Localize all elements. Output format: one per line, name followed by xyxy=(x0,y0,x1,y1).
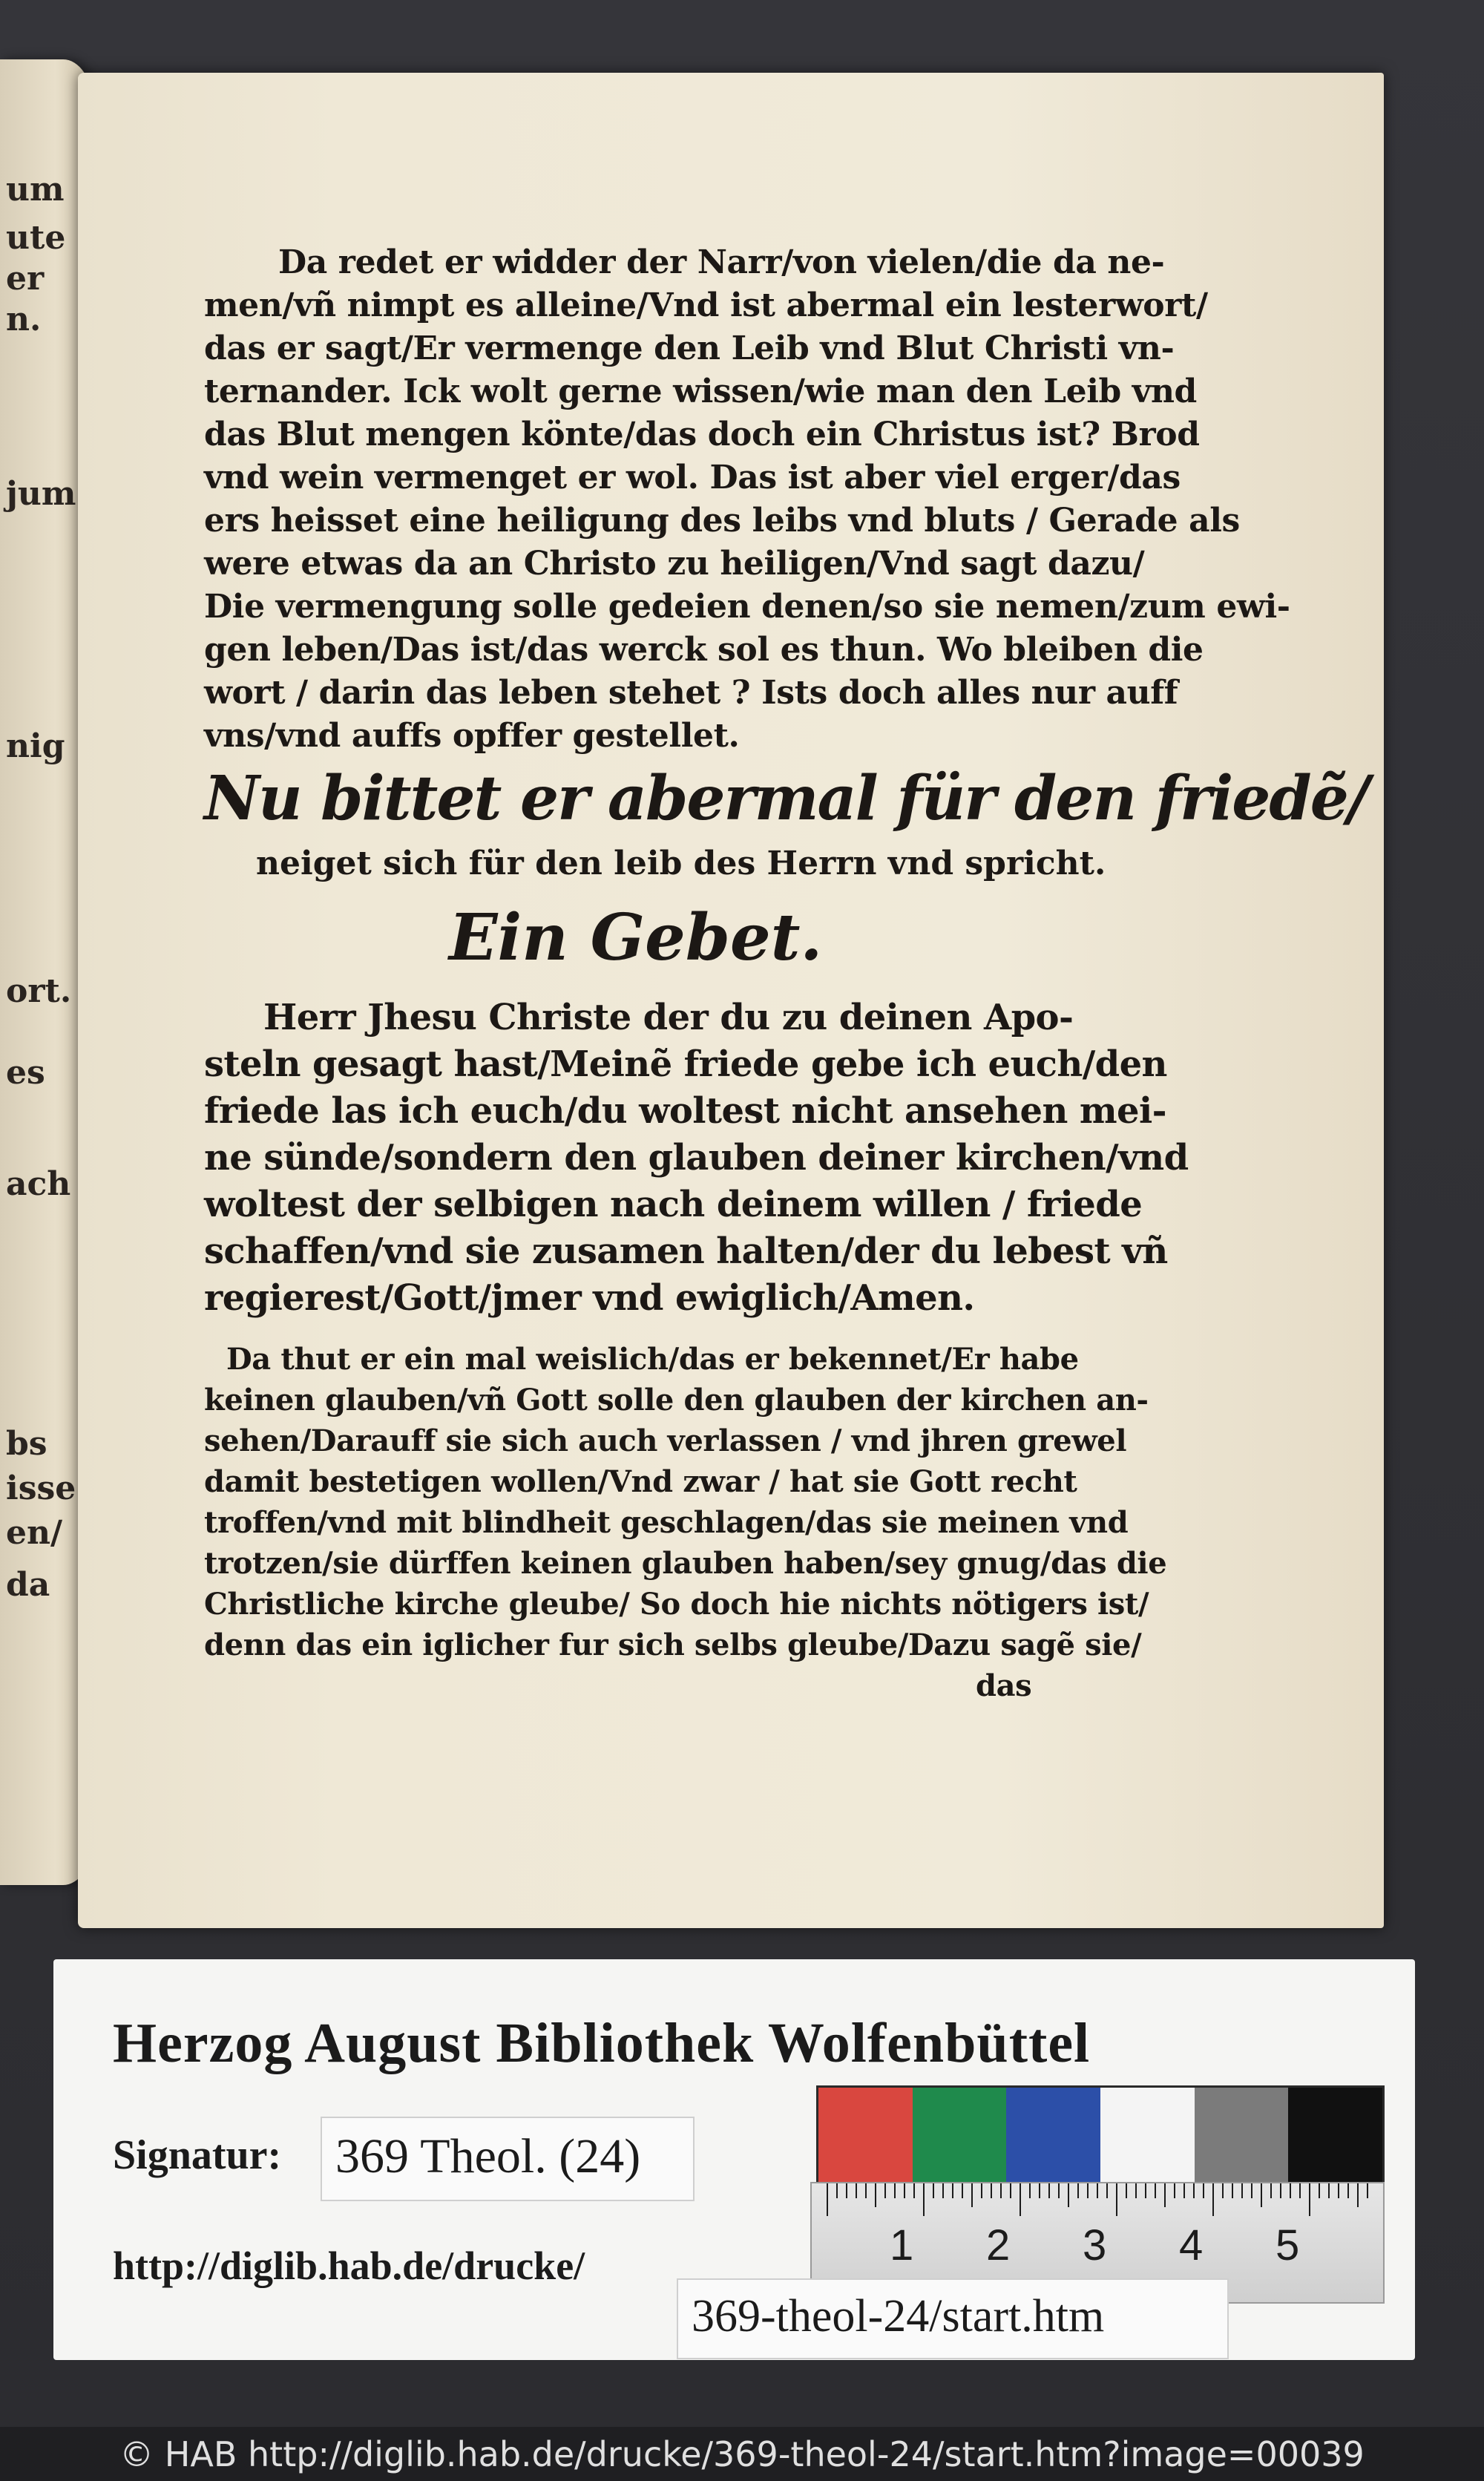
ruler-tick xyxy=(1347,2183,1349,2198)
ruler-tick xyxy=(1155,2183,1156,2198)
copyright-footer xyxy=(0,2427,1484,2481)
left-page-fragment: um xyxy=(6,171,65,209)
paragraph1-line: were etwas da an Christo zu heiligen/Vnd sagt dazu/ xyxy=(204,545,1145,583)
paragraph2-line: damit bestetigen wollen/Vnd zwar / hat sie Gott recht xyxy=(204,1464,1077,1499)
paragraph1-line: ers heisset eine heiligung des leibs vnd bluts / Gerade als xyxy=(204,502,1240,540)
prayer-heading: Ein Gebet. xyxy=(449,900,823,975)
ruler-tick xyxy=(981,2183,982,2198)
color-swatch-gray xyxy=(1195,2088,1289,2184)
left-page-fragment: er xyxy=(6,260,45,298)
ruler-tick xyxy=(1203,2183,1204,2198)
ruler-tick xyxy=(1058,2183,1060,2198)
left-page-fragment: isse xyxy=(6,1469,76,1507)
ruler-number: 4 xyxy=(1179,2221,1204,2269)
copyright-text: © HAB http://diglib.hab.de/drucke/369-theol-24/start.htm?image=00039 xyxy=(119,2434,1365,2474)
section-subheading: neiget sich für den leib des Herrn vnd spricht. xyxy=(256,845,1106,882)
color-swatch-red xyxy=(818,2088,913,2184)
ruler-tick xyxy=(1029,2183,1031,2198)
paragraph1-line: das Blut mengen könte/das doch ein Christus ist? Brod xyxy=(204,416,1200,453)
ruler-tick xyxy=(1261,2183,1262,2207)
ruler-tick xyxy=(827,2183,828,2216)
paragraph1-line: men/vñ nimpt es alleine/Vnd ist abermal ein lesterwort/ xyxy=(204,286,1208,324)
ruler-tick xyxy=(904,2183,905,2198)
ruler-tick xyxy=(1135,2183,1137,2198)
ruler-tick xyxy=(1328,2183,1330,2198)
color-swatch-white xyxy=(1100,2088,1195,2184)
ruler-tick xyxy=(1357,2183,1359,2207)
left-page-fragment: jum xyxy=(6,475,76,513)
signatur-label: Signatur: xyxy=(113,2132,282,2178)
catalog-url-part1: http://diglib.hab.de/drucke/ xyxy=(113,2244,585,2288)
ruler-tick xyxy=(942,2183,944,2198)
color-swatch-blue xyxy=(1006,2088,1100,2184)
ruler-tick xyxy=(1126,2183,1127,2198)
paragraph2-line: keinen glauben/vñ Gott solle den glauben der kirchen an- xyxy=(204,1383,1149,1418)
ruler-tick xyxy=(1116,2183,1117,2216)
left-page-fragment: ute xyxy=(6,219,66,257)
ruler-tick xyxy=(1077,2183,1079,2198)
ruler-tick xyxy=(846,2183,847,2198)
prayer-line: woltest der selbigen nach deinem willen / friede xyxy=(204,1184,1143,1225)
left-page-fragment: n. xyxy=(6,301,42,338)
ruler-tick xyxy=(952,2183,953,2198)
prayer-line: steln gesagt hast/Meinẽ friede gebe ich euch/den xyxy=(204,1043,1167,1085)
left-page-fragment: ach xyxy=(6,1165,71,1203)
paragraph2-line: Da thut er ein mal weislich/das er bekennet/Er habe xyxy=(226,1342,1079,1377)
paragraph2-line: denn das ein iglicher fur sich selbs gleube/Dazu sagẽ sie/ xyxy=(204,1628,1142,1662)
left-page-fragment: nig xyxy=(6,727,65,765)
section-heading: Nu bittet er abermal für den friedẽ/ xyxy=(204,763,1368,834)
paragraph2-line: troffen/vnd mit blindheit geschlagen/das sie meinen vnd xyxy=(204,1505,1129,1540)
left-page-fragment: es xyxy=(6,1054,45,1092)
paragraph2-line: Christliche kirche gleube/ So doch hie nichts nötigers ist/ xyxy=(204,1587,1149,1622)
left-page-fragment: da xyxy=(6,1566,50,1604)
ruler-tick xyxy=(1270,2183,1272,2198)
ruler-tick xyxy=(962,2183,963,2198)
ruler-tick xyxy=(913,2183,915,2198)
ruler-tick xyxy=(836,2183,838,2198)
ruler-tick xyxy=(1309,2183,1310,2216)
color-swatch-black xyxy=(1288,2088,1382,2184)
ruler-tick xyxy=(1232,2183,1233,2198)
ruler-tick xyxy=(1338,2183,1339,2198)
ruler-tick xyxy=(1299,2183,1301,2198)
ruler-tick xyxy=(1000,2183,1002,2198)
paragraph1-line: Da redet er widder der Narr/von vielen/die da ne- xyxy=(278,243,1165,281)
color-checker xyxy=(816,2085,1385,2186)
ruler-tick xyxy=(1212,2183,1214,2216)
prayer-line: ne sünde/sondern den glauben deiner kirchen/vnd xyxy=(204,1137,1189,1179)
ruler-tick xyxy=(1251,2183,1252,2198)
ruler-tick xyxy=(1367,2183,1368,2198)
ruler-tick xyxy=(1048,2183,1050,2198)
library-label-card xyxy=(53,1959,1415,2360)
ruler-tick xyxy=(1164,2183,1166,2207)
ruler-tick xyxy=(923,2183,925,2216)
ruler-tick xyxy=(856,2183,857,2198)
ruler-number: 3 xyxy=(1083,2221,1107,2269)
ruler-number: 1 xyxy=(890,2221,914,2269)
ruler-tick xyxy=(1174,2183,1175,2198)
ruler-number: 2 xyxy=(986,2221,1011,2269)
paragraph1-line: wort / darin das leben stehet ? Ists doch alles nur auff xyxy=(204,674,1178,712)
ruler-tick xyxy=(1145,2183,1146,2198)
left-page-fragment: ort. xyxy=(6,972,72,1010)
book-page xyxy=(78,73,1384,1928)
ruler-tick xyxy=(1010,2183,1011,2198)
ruler-tick xyxy=(1290,2183,1291,2198)
paragraph1-line: vnd wein vermenget er wol. Das ist aber viel erger/das xyxy=(204,459,1181,496)
left-page-fragment: bs xyxy=(6,1425,47,1463)
ruler-tick xyxy=(991,2183,992,2198)
ruler-tick xyxy=(1319,2183,1320,2198)
paragraph1-line: gen leben/Das ist/das werck sol es thun. Wo bleiben die xyxy=(204,631,1204,669)
catchword: das xyxy=(976,1668,1032,1703)
paragraph2-line: sehen/Darauff sie sich auch verlassen / vnd jhren grewel xyxy=(204,1423,1127,1458)
ruler-tick xyxy=(884,2183,886,2198)
ruler-tick xyxy=(971,2183,973,2207)
catalog-url-part2: 369-theol-24/start.htm xyxy=(692,2291,1105,2341)
prayer-line: regierest/Gott/jmer vnd ewiglich/Amen. xyxy=(204,1277,975,1319)
ruler-number: 5 xyxy=(1275,2221,1300,2269)
ruler-tick xyxy=(1087,2183,1089,2198)
prayer-line: friede las ich euch/du woltest nicht ansehen mei- xyxy=(204,1090,1166,1132)
ruler-tick xyxy=(865,2183,867,2198)
left-page-fragment: en/ xyxy=(6,1514,63,1552)
ruler-tick xyxy=(1020,2183,1021,2216)
ruler-tick xyxy=(1039,2183,1040,2198)
ruler-tick xyxy=(1068,2183,1069,2207)
paragraph1-line: vns/vnd auffs opffer gestellet. xyxy=(204,717,740,755)
ruler-tick xyxy=(1241,2183,1243,2198)
signatur-value: 369 Theol. (24) xyxy=(335,2129,641,2183)
ruler-tick xyxy=(1280,2183,1281,2198)
ruler-tick xyxy=(933,2183,934,2198)
library-title: Herzog August Bibliothek Wolfenbüttel xyxy=(113,2012,1091,2074)
ruler-tick xyxy=(1106,2183,1108,2198)
ruler-tick xyxy=(1097,2183,1098,2198)
ruler-tick xyxy=(1183,2183,1185,2198)
paragraph1-line: das er sagt/Er vermenge den Leib vnd Blut Christi vn- xyxy=(204,330,1175,367)
paragraph1-line: ternander. Ick wolt gerne wissen/wie man den Leib vnd xyxy=(204,373,1197,410)
paragraph2-line: trotzen/sie dürffen keinen glauben haben/sey gnug/das die xyxy=(204,1546,1167,1581)
ruler-tick xyxy=(894,2183,896,2198)
prayer-line: Herr Jhesu Christe der du zu deinen Apo- xyxy=(263,997,1074,1038)
ruler-tick xyxy=(1193,2183,1195,2198)
ruler-tick xyxy=(1222,2183,1224,2198)
ruler-tick xyxy=(875,2183,876,2207)
prayer-line: schaffen/vnd sie zusamen halten/der du lebest vñ xyxy=(204,1230,1168,1272)
paragraph1-line: Die vermengung solle gedeien denen/so sie nemen/zum ewi- xyxy=(204,588,1290,626)
color-swatch-green xyxy=(913,2088,1007,2184)
